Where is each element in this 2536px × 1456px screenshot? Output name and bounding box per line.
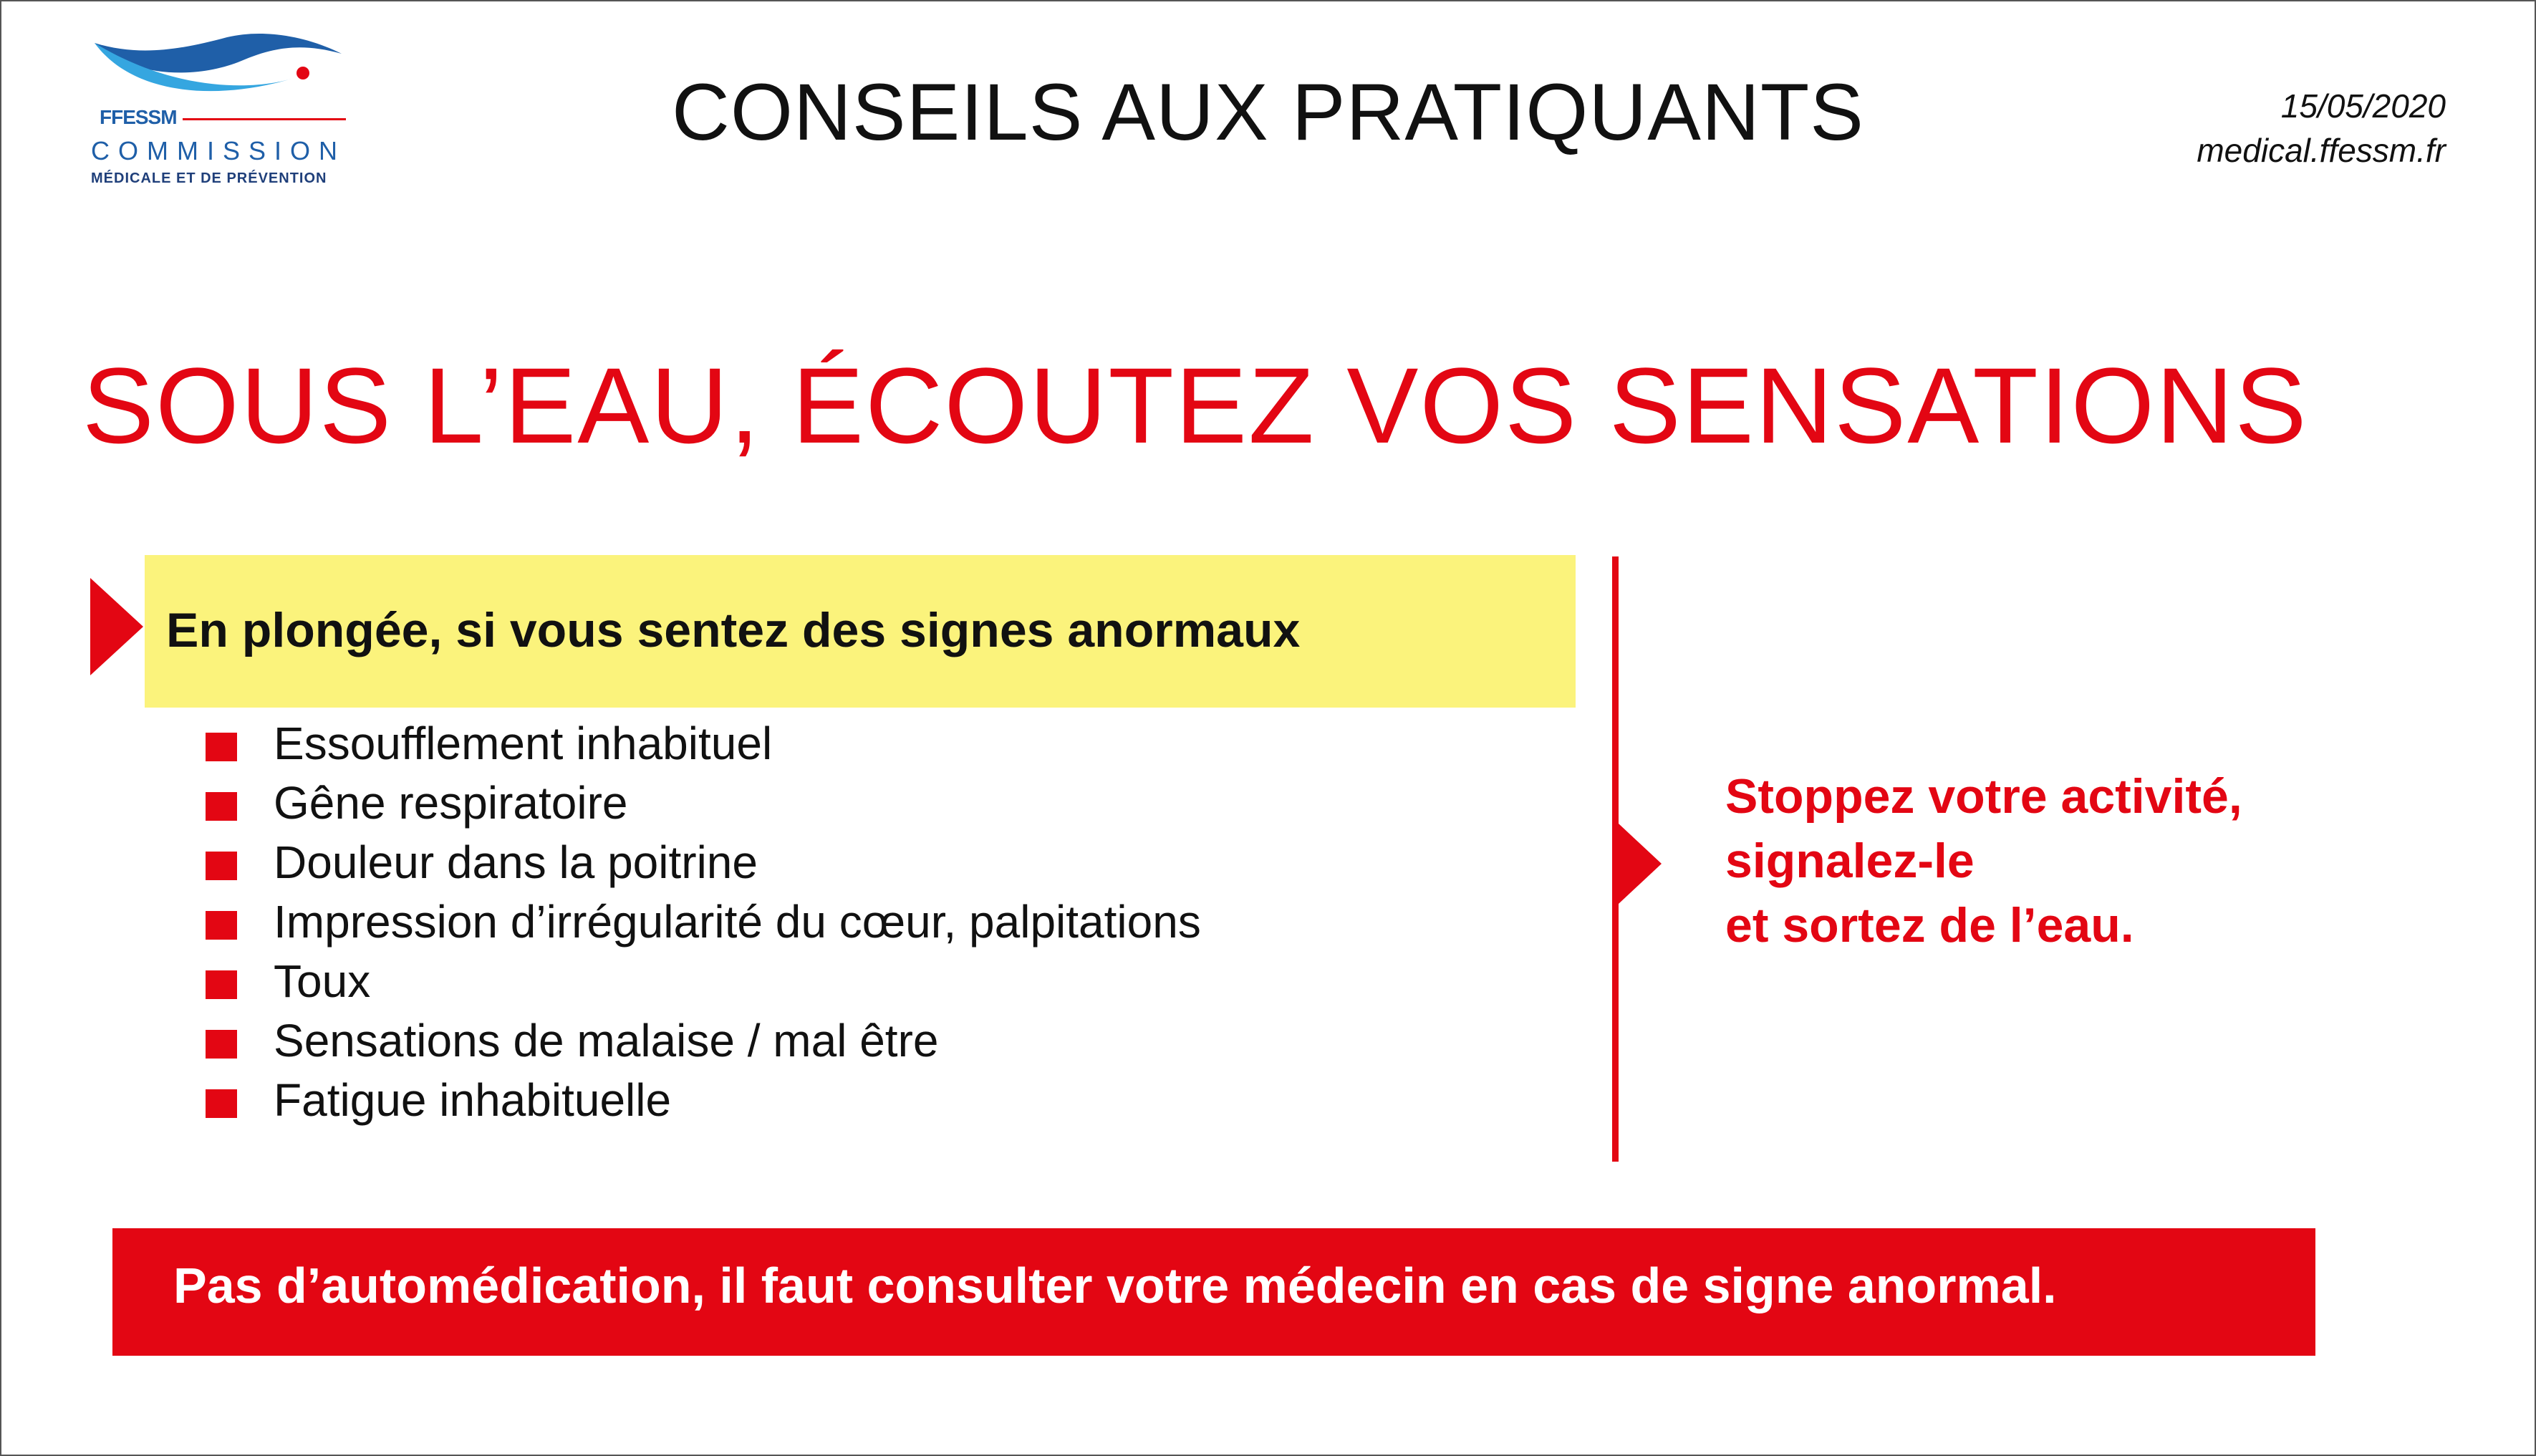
action-line: Stoppez votre activité, — [1725, 769, 2242, 824]
square-bullet-icon — [206, 970, 237, 999]
sign-text: Fatigue inhabituelle — [274, 1074, 672, 1126]
signs-arrow-icon — [90, 578, 143, 675]
sign-text: Gêne respiratoire — [274, 777, 628, 829]
header-title: CONSEILS AUX PRATIQUANTS — [672, 67, 1864, 157]
sign-text: Sensations de malaise / mal être — [274, 1015, 939, 1066]
logo-subtitle: MÉDICALE ET DE PRÉVENTION — [91, 170, 327, 186]
signs-header-text: En plongée, si vous sentez des signes anormaux — [166, 603, 1301, 657]
logo-brand: FFESSM — [100, 106, 177, 128]
main-title: SOUS L’EAU, ÉCOUTEZ VOS SENSATIONS — [82, 345, 2308, 466]
sign-text: Toux — [274, 955, 371, 1007]
square-bullet-icon — [206, 792, 237, 821]
square-bullet-icon — [206, 1030, 237, 1059]
vertical-divider — [1612, 556, 1619, 1162]
action-line: signalez-le — [1725, 834, 1975, 888]
website-link[interactable]: medical.ffessm.fr — [2197, 132, 2446, 169]
divider-arrow-icon — [1619, 824, 1662, 904]
sign-text: Essoufflement inhabituel — [274, 718, 773, 769]
square-bullet-icon — [206, 733, 237, 761]
square-bullet-icon — [206, 1089, 237, 1118]
sign-text: Impression d’irrégularité du cœur, palpitations — [274, 896, 1201, 948]
footer-banner — [112, 1228, 2315, 1356]
logo-commission: COMMISSION — [91, 136, 347, 165]
square-bullet-icon — [206, 911, 237, 940]
sign-text: Douleur dans la poitrine — [274, 837, 758, 888]
header-meta — [2197, 84, 2446, 173]
signs-header-box — [145, 555, 1576, 708]
action-line: et sortez de l’eau. — [1725, 898, 2134, 953]
publication-date: 15/05/2020 — [2280, 87, 2446, 125]
footer-text: Pas d’automédication, il faut consulter votre médecin en cas de signe anormal. — [173, 1258, 2057, 1313]
square-bullet-icon — [206, 852, 237, 880]
action-advice — [1725, 764, 2242, 958]
